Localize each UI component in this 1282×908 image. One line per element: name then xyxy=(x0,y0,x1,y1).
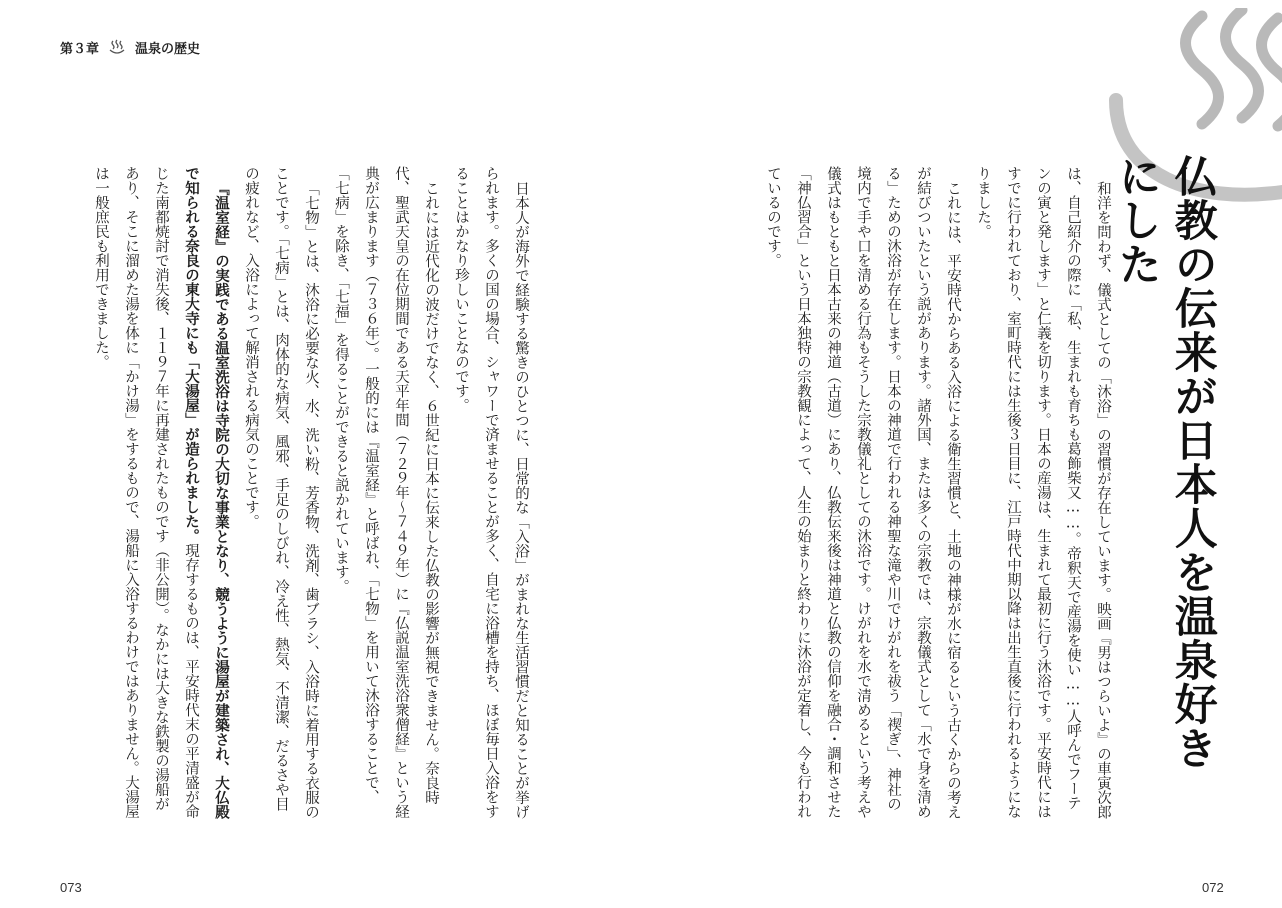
chapter-number: 第３章 xyxy=(60,41,100,57)
page-number-left: 073 xyxy=(60,880,82,895)
section-title: 温泉の歴史 xyxy=(135,41,201,57)
page-number-right: 072 xyxy=(1202,880,1224,895)
running-head xyxy=(60,36,200,58)
paragraph: 和洋を問わず、儀式としての「沐浴」の習慣が存在しています。映画『男はつらいよ』の車寅次郎は、自己紹介の際に「私、生まれも育ちも葛飾柴又……。帝釈天で産湯を使い……人呼んでフーテンの寅と発します」と仁義を切ります。日本の産湯は、生まれて最初に行う沐浴です。平安時代にはすでに行われており、室町時代には生後３日目に、江戸時代中期以降は出生直後に行われるようになりました。 xyxy=(975,166,1111,819)
emphasis-text: 『温室経』の実践である温室洗浴は寺院の大切な事業となり、競うように湯屋が建築され、大仏殿で知られる奈良の東大寺にも「大湯屋」が造られました。 xyxy=(183,166,229,819)
right-page-body xyxy=(752,166,1118,821)
left-page-body xyxy=(86,166,536,821)
hot-spring-icon xyxy=(108,38,126,56)
paragraph: 「七物」とは、沐浴に必要な火、水、洗い粉、芳香物、洗剤、歯ブラシ、入浴時に着用する衣服のことです。「七病」とは、肉体的な病気、風邪、手足のしびれ、冷え性、熱気、不清潔、だるさや目の疲れなど、入浴によって解消される病気のことです。 xyxy=(243,166,319,819)
paragraph: これには近代化の波だけでなく、６世紀に日本に伝来した仏教の影響が無視できません。奈良時代、聖武天皇の在位期間である天平年間（７２９年〜７４９年）に『仏説温室洗浴衆僧経』という経典が広まります（７３６年）。一般的には『温室経』と呼ばれ、「七物」を用いて沐浴することで、「七病」を除き、「七福」を得ることができると説かれています。 xyxy=(333,166,439,819)
paragraph: 日本人が海外で経験する驚きのひとつに、日常的な「入浴」がまれな生活習慣だと知ることが挙げられます。多くの国の場合、シャワーで済ませることが多く、自宅に浴槽を持ち、ほぼ毎日入浴をすることはかなり珍しいことなのです。 xyxy=(453,166,529,819)
paragraph-text: 現存するものは、平安時代末の平清盛が命じた南都焼討で消失後、１１９７年に再建されたものです（非公開）。なかには大きな鉄製の湯船があり、そこに溜めた湯を体に「かけ湯」をするもので、湯船に入浴するわけではありません。大湯屋は一般庶民も利用できました。 xyxy=(93,166,199,819)
article-heading: 仏教の伝来が日本人を温泉好きにした xyxy=(1111,154,1218,770)
paragraph: これには、平安時代からある入浴による衛生習慣と、土地の神様が水に宿るという古くからの考えが結びついたという説があります。諸外国、または多くの宗教では、宗教儀式として「水で身を清める」ための沐浴が存在します。日本の神道で行われる神聖な滝や川でけがれを祓う「禊ぎ」、神社の境内で手や口を清める行為もそうした宗教儀礼としての沐浴です。けがれを水で清めるという考えや儀式はもともと日本古来の神道（古道）にあり、仏教伝来後は神道と仏教の信仰を融合・調和させた「神仏習合」という日本独特の宗教観によって、人生の始まりと終わりに沐浴が定着し、今も行われているのです。 xyxy=(765,166,961,819)
paragraph xyxy=(86,166,236,821)
